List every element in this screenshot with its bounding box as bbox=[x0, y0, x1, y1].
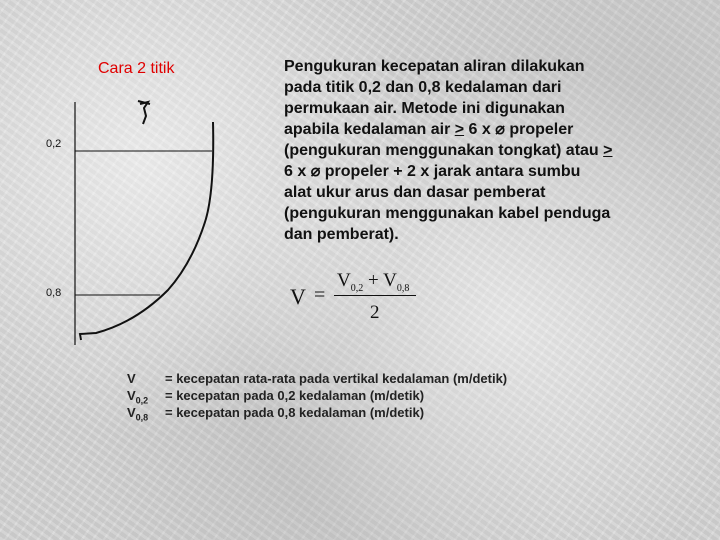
formula-term: V bbox=[383, 270, 397, 291]
water-surface-marker bbox=[138, 101, 150, 124]
desc-text: apabila kedalaman air bbox=[284, 121, 455, 138]
legend-text: = kecepatan pada 0,2 kedalaman (m/detik) bbox=[165, 388, 425, 403]
desc-text: 6 x bbox=[464, 121, 496, 138]
formula-plus: + bbox=[363, 270, 384, 291]
legend-symbol-letter: V bbox=[127, 371, 136, 386]
formula-equals: = bbox=[314, 284, 326, 306]
legend-symbol-sub: 0,8 bbox=[135, 412, 149, 423]
average-velocity-formula bbox=[290, 270, 430, 326]
legend-symbol-letter: V bbox=[127, 405, 136, 420]
depth-label-02: 0,2 bbox=[46, 138, 62, 150]
desc-line: (pengukuran menggunakan kabel penduga bbox=[284, 205, 611, 222]
legend-row bbox=[127, 387, 507, 404]
desc-line: alat ukur arus dan dasar pemberat bbox=[284, 184, 546, 201]
desc-line: pada titik 0,2 dan 0,8 kedalaman dari bbox=[284, 79, 562, 96]
legend-text: = kecepatan pada 0,8 kedalaman (m/detik) bbox=[165, 405, 425, 420]
ge-symbol: > bbox=[603, 142, 613, 159]
formula-denominator: 2 bbox=[370, 302, 380, 323]
velocity-profile-curve bbox=[80, 122, 213, 340]
legend-symbol-letter: V bbox=[127, 388, 136, 403]
legend-row bbox=[127, 370, 507, 387]
formula-subscript: 0,2 bbox=[350, 282, 364, 294]
slide-title: Cara 2 titik bbox=[98, 60, 175, 77]
ge-symbol: > bbox=[454, 121, 465, 138]
legend-symbol bbox=[127, 404, 165, 427]
desc-text: 6 x bbox=[284, 163, 311, 180]
desc-text: propeler + 2 x jarak antara sumbu bbox=[320, 163, 581, 180]
desc-line: Pengukuran kecepatan aliran dilakukan bbox=[284, 58, 585, 75]
depth-label-08: 0,8 bbox=[46, 287, 62, 299]
formula-numerator bbox=[337, 270, 409, 294]
legend-row bbox=[127, 404, 507, 421]
formula-subscript: 0,8 bbox=[396, 282, 410, 294]
legend-symbol-sub: 0,2 bbox=[135, 395, 149, 406]
desc-text: propeler bbox=[504, 121, 574, 138]
desc-text: (pengukuran menggunakan tongkat) atau bbox=[284, 142, 604, 159]
diameter-icon: ⌀ bbox=[310, 163, 321, 180]
legend-text: = kecepatan rata-rata pada vertikal kedalaman (m/detik) bbox=[165, 371, 508, 386]
formula-lhs: V bbox=[290, 284, 306, 309]
formula-term: V bbox=[337, 270, 351, 291]
desc-line: permukaan air. Metode ini digunakan bbox=[284, 100, 565, 117]
legend bbox=[127, 370, 507, 421]
diameter-icon: ⌀ bbox=[495, 121, 505, 138]
fraction-bar bbox=[334, 295, 416, 296]
desc-line: dan pemberat). bbox=[284, 226, 399, 243]
